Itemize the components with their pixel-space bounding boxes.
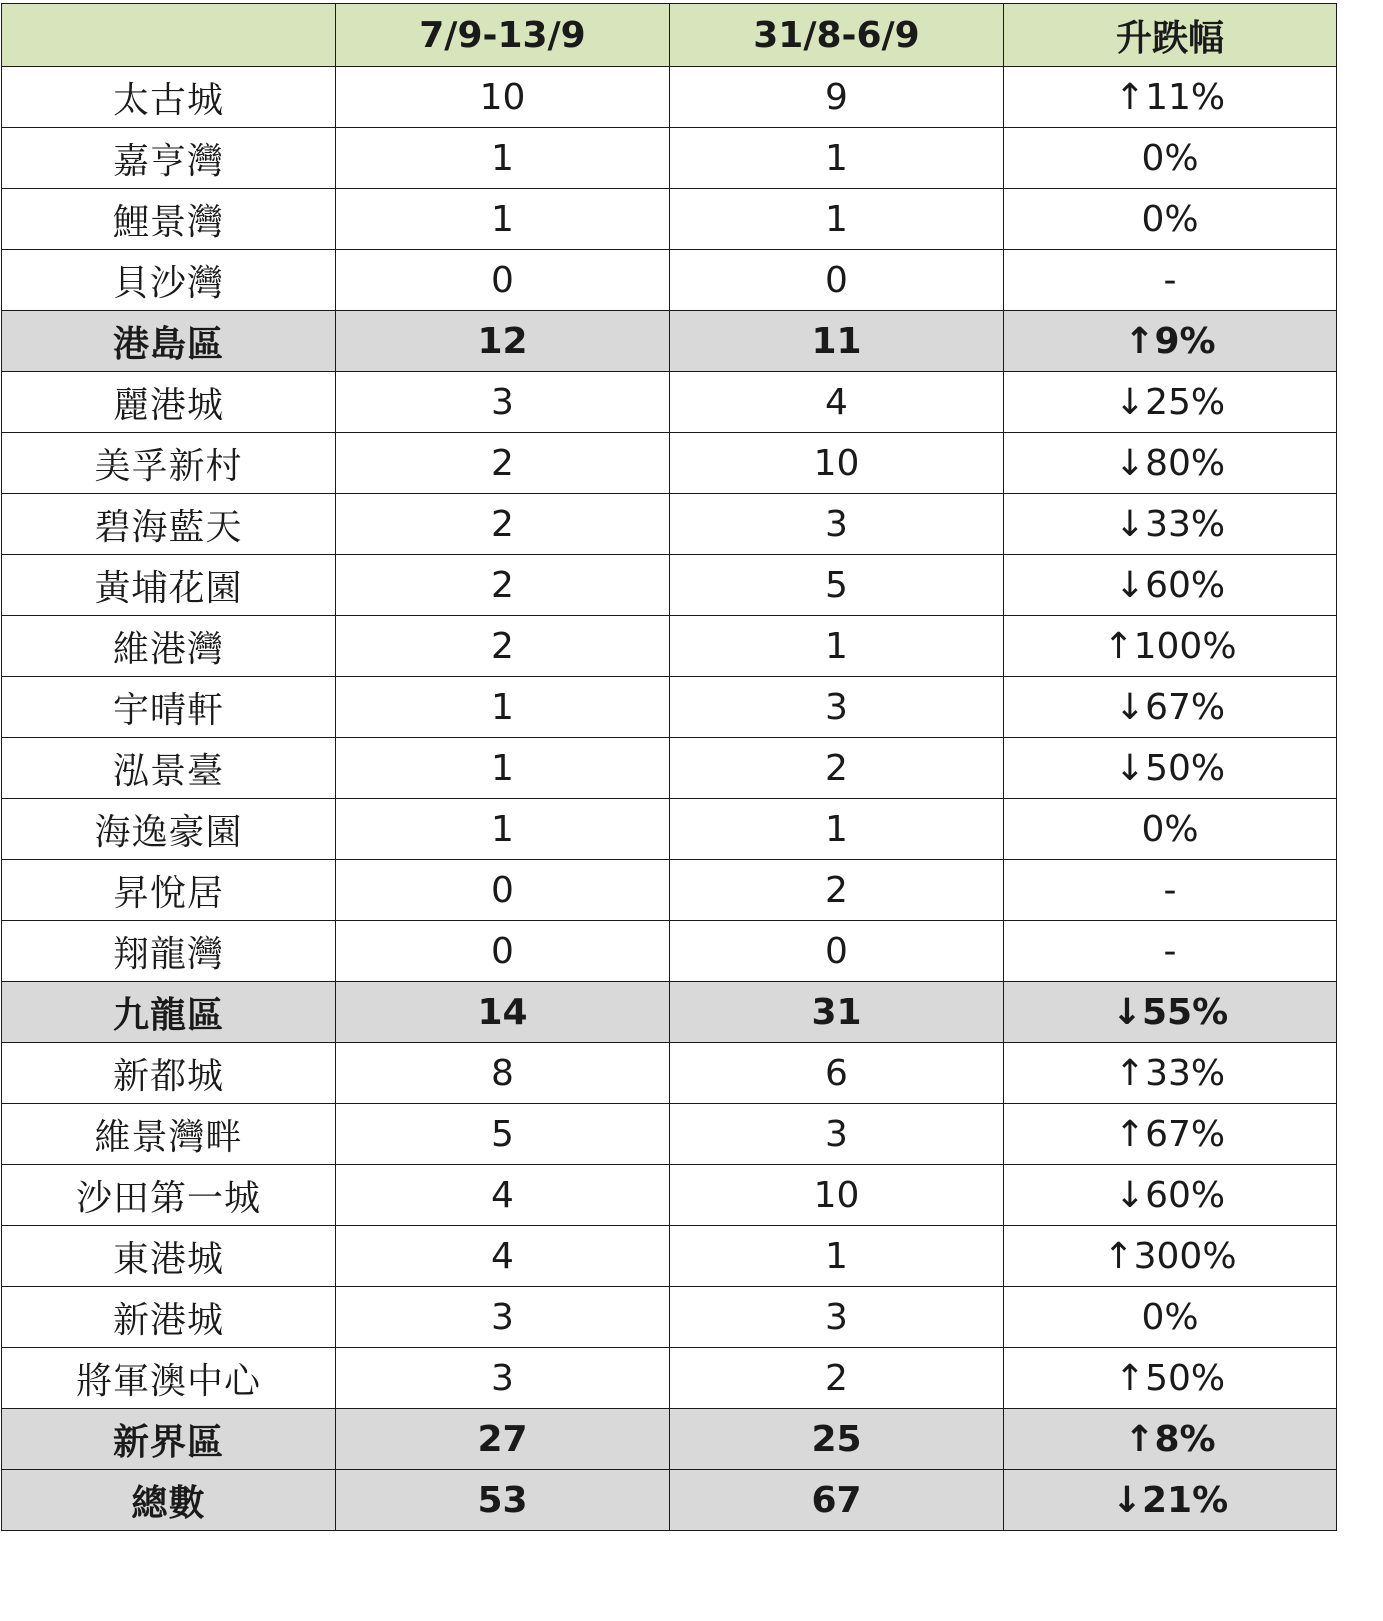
- previous-week-cell: 11: [670, 311, 1004, 372]
- table-row: [2, 799, 1337, 860]
- current-week-cell: 0: [336, 860, 670, 921]
- estate-name-cell: 太古城: [2, 67, 336, 128]
- estate-name-cell: 鯉景灣: [2, 189, 336, 250]
- estate-name-cell: 美孚新村: [2, 433, 336, 494]
- previous-week-cell: 3: [670, 1104, 1004, 1165]
- table-row: [2, 1226, 1337, 1287]
- current-week-cell: 1: [336, 738, 670, 799]
- header-previous-week: 31/8-6/9: [670, 4, 1004, 67]
- change-cell: ↑50%: [1004, 1348, 1337, 1409]
- change-cell: ↑67%: [1004, 1104, 1337, 1165]
- previous-week-cell: 5: [670, 555, 1004, 616]
- change-cell: -: [1004, 860, 1337, 921]
- change-cell: 0%: [1004, 128, 1337, 189]
- header-estate: [2, 4, 336, 67]
- change-cell: ↑9%: [1004, 311, 1337, 372]
- current-week-cell: 3: [336, 1287, 670, 1348]
- table-row: [2, 1348, 1337, 1409]
- table-row: [2, 1104, 1337, 1165]
- change-cell: ↓50%: [1004, 738, 1337, 799]
- estate-name-cell: 貝沙灣: [2, 250, 336, 311]
- estate-name-cell: 港島區: [2, 311, 336, 372]
- estate-name-cell: 翔龍灣: [2, 921, 336, 982]
- previous-week-cell: 1: [670, 616, 1004, 677]
- estate-name-cell: 東港城: [2, 1226, 336, 1287]
- subtotal-row: [2, 1470, 1337, 1531]
- estate-name-cell: 沙田第一城: [2, 1165, 336, 1226]
- previous-week-cell: 3: [670, 1287, 1004, 1348]
- table-row: [2, 1287, 1337, 1348]
- previous-week-cell: 10: [670, 1165, 1004, 1226]
- change-cell: ↑300%: [1004, 1226, 1337, 1287]
- change-cell: ↓55%: [1004, 982, 1337, 1043]
- estate-name-cell: 宇晴軒: [2, 677, 336, 738]
- current-week-cell: 4: [336, 1226, 670, 1287]
- previous-week-cell: 1: [670, 799, 1004, 860]
- change-cell: 0%: [1004, 1287, 1337, 1348]
- table-row: [2, 128, 1337, 189]
- current-week-cell: 3: [336, 372, 670, 433]
- previous-week-cell: 10: [670, 433, 1004, 494]
- current-week-cell: 4: [336, 1165, 670, 1226]
- current-week-cell: 27: [336, 1409, 670, 1470]
- current-week-cell: 53: [336, 1470, 670, 1531]
- change-cell: -: [1004, 250, 1337, 311]
- previous-week-cell: 0: [670, 921, 1004, 982]
- previous-week-cell: 0: [670, 250, 1004, 311]
- change-cell: ↑11%: [1004, 67, 1337, 128]
- table-row: [2, 555, 1337, 616]
- current-week-cell: 2: [336, 494, 670, 555]
- estate-name-cell: 麗港城: [2, 372, 336, 433]
- table-row: [2, 372, 1337, 433]
- estate-name-cell: 九龍區: [2, 982, 336, 1043]
- change-cell: ↑33%: [1004, 1043, 1337, 1104]
- header-row: [2, 4, 1337, 67]
- estate-name-cell: 新都城: [2, 1043, 336, 1104]
- subtotal-row: [2, 311, 1337, 372]
- previous-week-cell: 6: [670, 1043, 1004, 1104]
- previous-week-cell: 67: [670, 1470, 1004, 1531]
- change-cell: ↓60%: [1004, 1165, 1337, 1226]
- current-week-cell: 1: [336, 128, 670, 189]
- previous-week-cell: 2: [670, 1348, 1004, 1409]
- subtotal-row: [2, 1409, 1337, 1470]
- change-cell: ↓21%: [1004, 1470, 1337, 1531]
- estate-name-cell: 海逸豪園: [2, 799, 336, 860]
- previous-week-cell: 1: [670, 128, 1004, 189]
- current-week-cell: 5: [336, 1104, 670, 1165]
- transactions-table: [1, 3, 1337, 1531]
- estate-name-cell: 昇悅居: [2, 860, 336, 921]
- current-week-cell: 12: [336, 311, 670, 372]
- header-change: 升跌幅: [1004, 4, 1337, 67]
- change-cell: ↓60%: [1004, 555, 1337, 616]
- table-row: [2, 189, 1337, 250]
- estate-name-cell: 總數: [2, 1470, 336, 1531]
- table-row: [2, 494, 1337, 555]
- estate-name-cell: 黃埔花園: [2, 555, 336, 616]
- current-week-cell: 14: [336, 982, 670, 1043]
- previous-week-cell: 2: [670, 738, 1004, 799]
- estate-name-cell: 將軍澳中心: [2, 1348, 336, 1409]
- table-row: [2, 67, 1337, 128]
- estate-name-cell: 碧海藍天: [2, 494, 336, 555]
- change-cell: ↓33%: [1004, 494, 1337, 555]
- table-row: [2, 738, 1337, 799]
- current-week-cell: 2: [336, 616, 670, 677]
- table-row: [2, 677, 1337, 738]
- change-cell: -: [1004, 921, 1337, 982]
- previous-week-cell: 9: [670, 67, 1004, 128]
- table-row: [2, 433, 1337, 494]
- previous-week-cell: 3: [670, 677, 1004, 738]
- previous-week-cell: 3: [670, 494, 1004, 555]
- current-week-cell: 0: [336, 250, 670, 311]
- change-cell: 0%: [1004, 189, 1337, 250]
- change-cell: ↑100%: [1004, 616, 1337, 677]
- table-header: [2, 4, 1337, 67]
- table-body: [2, 67, 1337, 1531]
- current-week-cell: 10: [336, 67, 670, 128]
- table-row: [2, 616, 1337, 677]
- change-cell: ↓80%: [1004, 433, 1337, 494]
- previous-week-cell: 4: [670, 372, 1004, 433]
- current-week-cell: 1: [336, 677, 670, 738]
- change-cell: ↑8%: [1004, 1409, 1337, 1470]
- table-row: [2, 1043, 1337, 1104]
- previous-week-cell: 1: [670, 1226, 1004, 1287]
- previous-week-cell: 31: [670, 982, 1004, 1043]
- change-cell: 0%: [1004, 799, 1337, 860]
- change-cell: ↓67%: [1004, 677, 1337, 738]
- current-week-cell: 1: [336, 799, 670, 860]
- table-row: [2, 1165, 1337, 1226]
- change-cell: ↓25%: [1004, 372, 1337, 433]
- subtotal-row: [2, 982, 1337, 1043]
- estate-name-cell: 泓景臺: [2, 738, 336, 799]
- current-week-cell: 8: [336, 1043, 670, 1104]
- estate-name-cell: 新界區: [2, 1409, 336, 1470]
- table-row: [2, 250, 1337, 311]
- previous-week-cell: 2: [670, 860, 1004, 921]
- current-week-cell: 2: [336, 433, 670, 494]
- current-week-cell: 1: [336, 189, 670, 250]
- current-week-cell: 0: [336, 921, 670, 982]
- table-row: [2, 921, 1337, 982]
- previous-week-cell: 25: [670, 1409, 1004, 1470]
- estate-name-cell: 新港城: [2, 1287, 336, 1348]
- estate-name-cell: 維景灣畔: [2, 1104, 336, 1165]
- estate-name-cell: 嘉亨灣: [2, 128, 336, 189]
- header-current-week: 7/9-13/9: [336, 4, 670, 67]
- current-week-cell: 2: [336, 555, 670, 616]
- current-week-cell: 3: [336, 1348, 670, 1409]
- estate-name-cell: 維港灣: [2, 616, 336, 677]
- table-row: [2, 860, 1337, 921]
- previous-week-cell: 1: [670, 189, 1004, 250]
